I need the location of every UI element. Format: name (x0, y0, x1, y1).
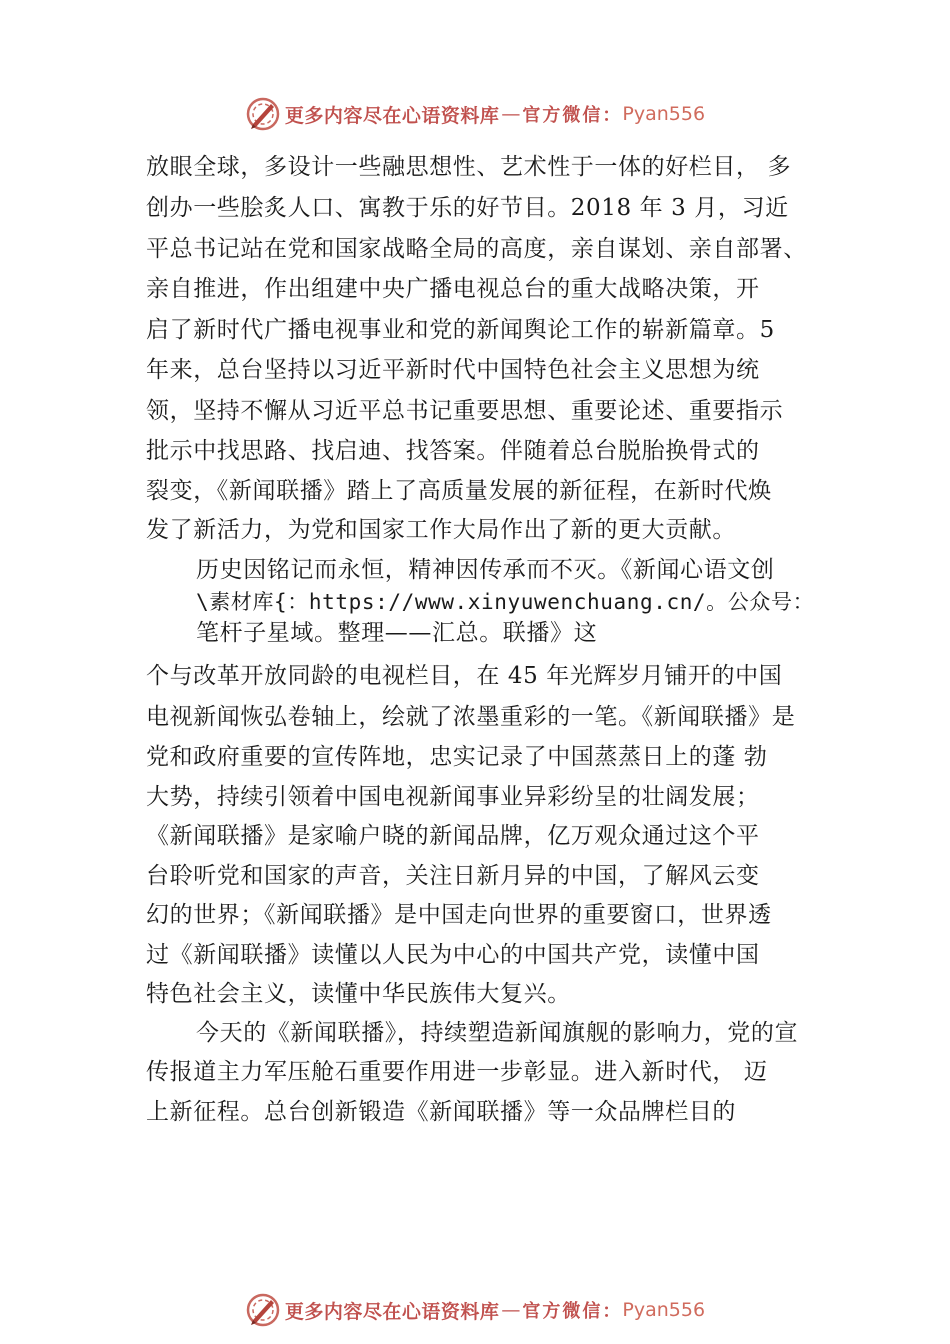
body-line: 亲自推进，作出组建中央广播电视总台的重大战略决策，开 (146, 276, 760, 302)
body-line: 笔杆子星域。整理——汇总。联播》这 (196, 620, 598, 646)
header-separator: — (501, 103, 521, 125)
header-brand-text: 更多内容尽在心语资料库 (284, 104, 500, 127)
footer-wechat-id: Pyan556 (622, 1299, 706, 1321)
header-wechat-label: 官方微信： (522, 105, 623, 126)
body-line: 平总书记站在党和国家战略全局的高度，亲自谋划、亲自部署、 (146, 236, 807, 262)
footer-wechat-label: 官方微信： (522, 1301, 623, 1322)
body-line: 过《新闻联播》读懂以人民为中心的中国共产党，读懂中国 (146, 942, 760, 968)
body-line: 放眼全球，多设计一些融思想性、艺术性于一体的好栏目， 多 (146, 154, 792, 180)
body-line: 电视新闻恢弘卷轴上，绘就了浓墨重彩的一笔。《新闻联播》是 (146, 704, 796, 730)
body-line: \素材库{：https://www.xinyuwenchuang.cn/。公众号： (196, 590, 815, 614)
body-line: 个与改革开放同龄的电视栏目，在 45 年光辉岁月铺开的中国 (146, 663, 783, 689)
brand-logo-icon (245, 96, 281, 132)
body-line: 台聆听党和国家的声音，关注日新月异的中国，了解风云变 (146, 863, 760, 889)
body-line: 发了新活力，为党和国家工作大局作出了新的更大贡献。 (146, 517, 736, 543)
body-line: 幻的世界；《新闻联播》是中国走向世界的重要窗口，世界透 (146, 902, 772, 928)
body-line: 党和政府重要的宣传阵地，忠实记录了中国蒸蒸日上的蓬 勃 (146, 744, 768, 770)
body-line: 今天的《新闻联播》，持续塑造新闻旗舰的影响力，党的宣 (196, 1020, 799, 1046)
footer-banner (0, 1292, 950, 1328)
body-line: 裂变，《新闻联播》踏上了高质量发展的新征程，在新时代焕 (146, 478, 772, 504)
brand-logo-icon (245, 1292, 281, 1328)
body-line: 大势，持续引领着中国电视新闻事业异彩纷呈的壮阔发展； (146, 784, 760, 810)
header-wechat-id: Pyan556 (622, 103, 706, 125)
body-line: 年来，总台坚持以习近平新时代中国特色社会主义思想为统 (146, 357, 760, 383)
body-line: 启了新时代广播电视事业和党的新闻舆论工作的崭新篇章。5 (146, 317, 775, 343)
footer-brand-text: 更多内容尽在心语资料库 (284, 1300, 500, 1323)
header-banner (0, 96, 950, 132)
body-line: 批示中找思路、找启迪、找答案。伴随着总台脱胎换骨式的 (146, 438, 760, 464)
body-line: 领，坚持不懈从习近平总书记重要思想、重要论述、重要指示 (146, 398, 784, 424)
body-line: 特色社会主义，读懂中华民族伟大复兴。 (146, 981, 571, 1007)
body-line: 创办一些脍炙人口、寓教于乐的好节目。2018 年 3 月，习近 (146, 195, 789, 221)
body-line: 上新征程。总台创新锻造《新闻联播》等一众品牌栏目的 (146, 1099, 736, 1125)
body-line: 历史因铭记而永恒，精神因传承而不灭。《新闻心语文创 (196, 557, 775, 583)
body-line: 传报道主力军压舱石重要作用进一步彰显。进入新时代， 迈 (146, 1059, 768, 1085)
body-line: 《新闻联播》是家喻户晓的新闻品牌，亿万观众通过这个平 (146, 823, 760, 849)
footer-separator: — (501, 1299, 521, 1321)
